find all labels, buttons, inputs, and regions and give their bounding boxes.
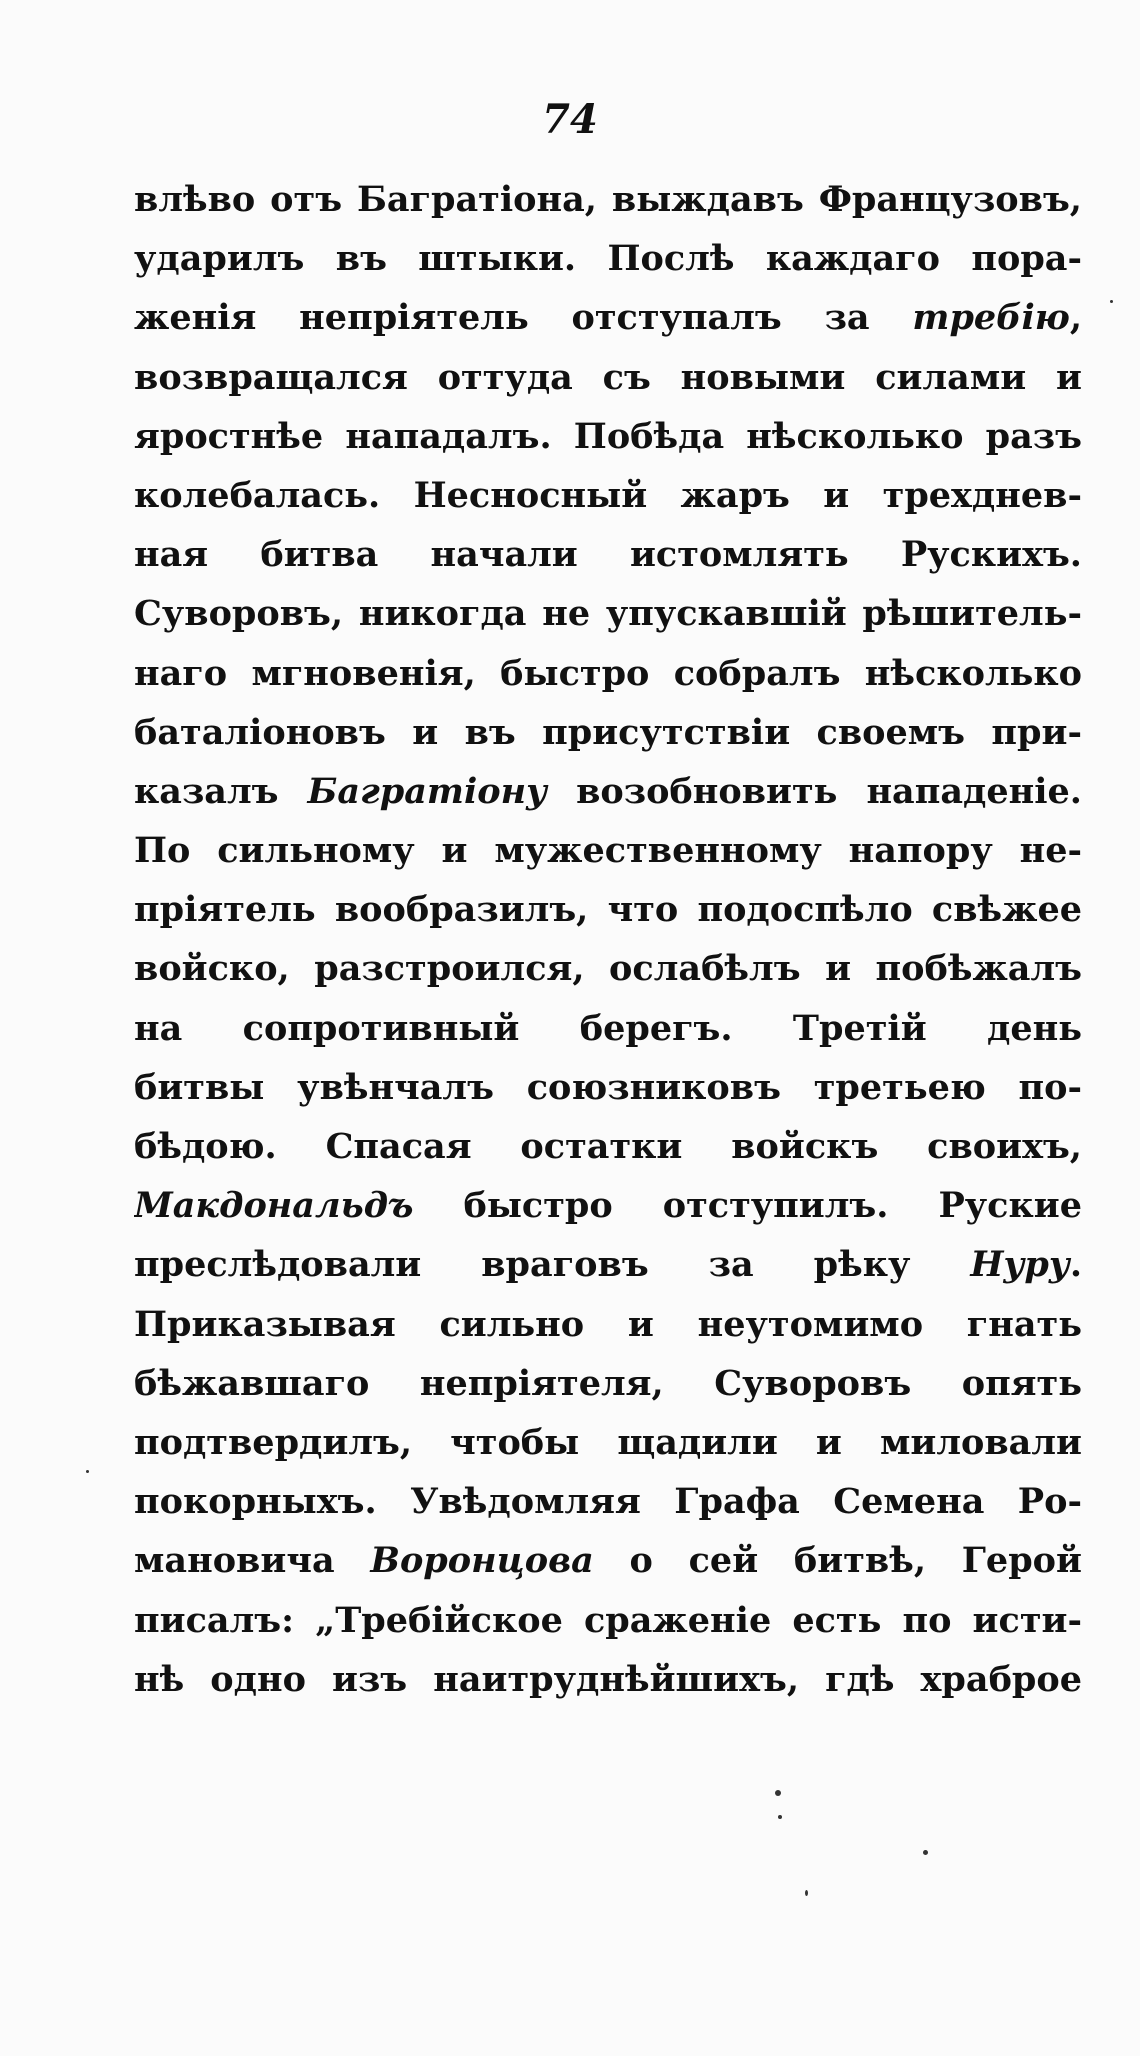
text-run: . (1069, 1244, 1082, 1286)
text-line (134, 1354, 1082, 1413)
text-run: преслѣдовали враговъ за рѣку (134, 1244, 971, 1286)
text-run: подтвердилъ, чтобы щадили и миловали (134, 1421, 1082, 1463)
text-line (134, 644, 1082, 703)
italic-text: Багратіону (307, 770, 548, 812)
scan-speck (775, 1790, 781, 1796)
text-run: колебалась. Несносный жаръ и трехднев- (134, 474, 1082, 516)
text-line (134, 1472, 1082, 1531)
page-number: 74 (542, 96, 598, 143)
text-run: казалъ (134, 770, 308, 812)
text-run: бѣжавшаго непріятеля, Суворовъ опять (134, 1362, 1082, 1404)
text-run: возобновить нападеніе. (547, 770, 1082, 812)
italic-text: Нуру (970, 1244, 1070, 1286)
text-run: Приказывая сильно и неутомимо гнать (134, 1303, 1082, 1345)
text-line (134, 229, 1082, 288)
scan-speck (805, 1890, 808, 1896)
text-run: наго мгновенія, быстро собралъ нѣсколько (134, 652, 1082, 694)
text-run: нѣ одно изъ наитруднѣйшихъ, гдѣ храброе (134, 1658, 1082, 1700)
text-run: битвы увѣнчалъ союзниковъ третьею по- (134, 1066, 1082, 1108)
text-line (134, 762, 1082, 821)
text-line (134, 1295, 1082, 1354)
text-line (134, 288, 1082, 347)
text-run: , (1069, 297, 1082, 339)
text-line (134, 584, 1082, 643)
scan-speck (1110, 300, 1113, 303)
text-line (134, 703, 1082, 762)
text-line (134, 1058, 1082, 1117)
text-run: баталіоновъ и въ присутствіи своемъ при- (134, 711, 1082, 753)
text-run: влѣво отъ Багратіона, выждавъ Французовъ, (134, 179, 1082, 220)
text-run: ная битва начали истомлять Рускихъ. (134, 534, 1082, 576)
text-run: пріятель вообразилъ, что подоспѣло свѣжее (134, 889, 1082, 931)
text-run: яростнѣе нападалъ. Побѣда нѣсколько разъ (134, 415, 1082, 457)
text-line (134, 525, 1082, 584)
text-run: на сопротивный берегъ. Третій день (134, 1007, 1082, 1049)
italic-text: требію (912, 297, 1070, 339)
text-run: покорныхъ. Увѣдомляя Графа Семена Ро- (134, 1481, 1082, 1523)
text-line (134, 999, 1082, 1058)
text-run: мановича (134, 1540, 371, 1582)
text-run: возвращался оттуда съ новыми силами и (134, 356, 1082, 398)
text-line (134, 880, 1082, 939)
text-run: быстро отступилъ. Руские (413, 1185, 1082, 1227)
text-line (134, 939, 1082, 998)
scan-speck (86, 1470, 89, 1473)
text-line (134, 1117, 1082, 1176)
text-line (134, 1531, 1082, 1590)
italic-text: Воронцова (370, 1540, 594, 1582)
text-run: бѣдою. Спасая остатки войскъ своихъ, (134, 1126, 1082, 1167)
text-line (134, 1235, 1082, 1294)
text-run: ударилъ въ штыки. Послѣ каждаго пора- (134, 238, 1082, 280)
text-line (134, 407, 1082, 466)
italic-text: Макдональдъ (134, 1185, 414, 1227)
text-run: писалъ: „Требійское сраженіе есть по исти- (134, 1599, 1082, 1641)
text-run: женія непріятель отступалъ за (134, 297, 913, 339)
text-run: о сей битвѣ, Герой (593, 1540, 1082, 1582)
text-run: По сильному и мужественному напору не- (134, 830, 1082, 872)
body-text (134, 170, 1082, 1709)
text-run: войско, разстроился, ослабѣлъ и побѣжалъ (134, 948, 1082, 990)
text-line (134, 466, 1082, 525)
text-line (134, 1176, 1082, 1235)
text-line (134, 170, 1082, 229)
text-line (134, 1650, 1082, 1709)
text-run: Суворовъ, никогда не упускавшій рѣшитель- (134, 593, 1082, 635)
text-line (134, 1591, 1082, 1650)
text-line (134, 821, 1082, 880)
text-line (134, 1413, 1082, 1472)
text-line (134, 348, 1082, 407)
scan-speck (778, 1815, 782, 1819)
scan-speck (923, 1850, 928, 1855)
